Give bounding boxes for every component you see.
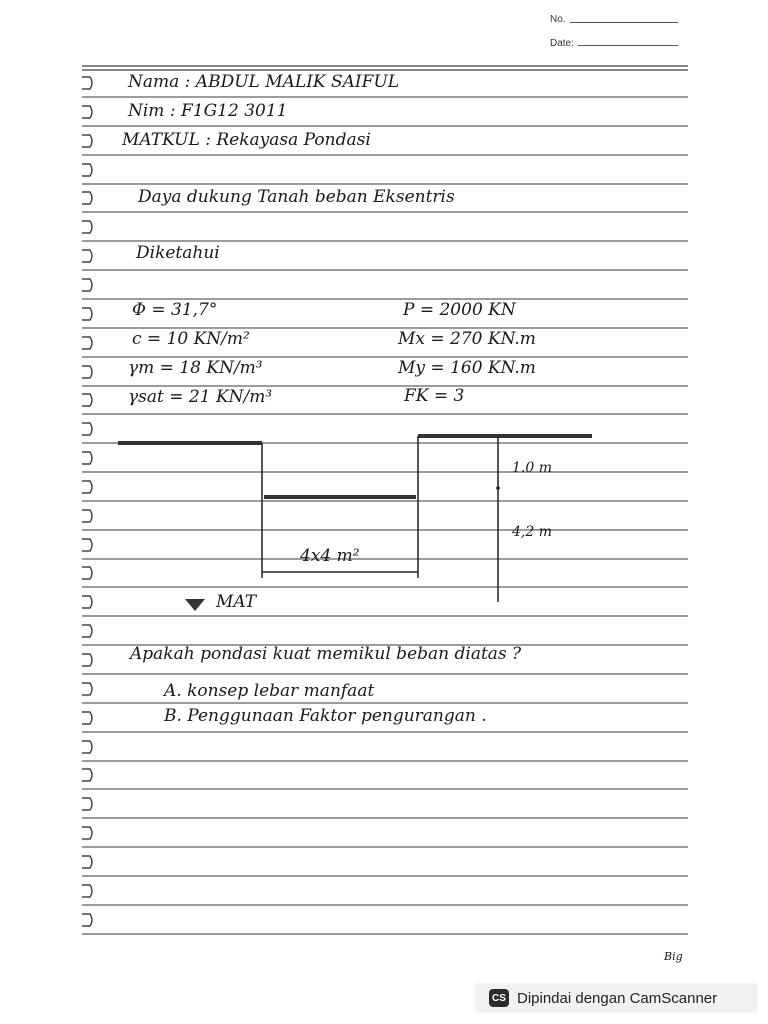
course-name: MATKUL : Rekayasa Pondasi	[122, 130, 371, 150]
depth-marker	[496, 486, 500, 490]
camscanner-footer	[475, 983, 758, 1013]
cohesion: c = 10 KN/m²	[132, 329, 250, 349]
method-a: A. konsep lebar manfaat	[164, 681, 375, 701]
known-heading: Diketahui	[136, 243, 220, 263]
camscanner-logo-icon: CS	[489, 989, 509, 1007]
water-table-label: MAT	[216, 592, 257, 612]
no-label: No.	[550, 14, 566, 25]
question-text: Apakah pondasi kuat memikul beban diatas ?	[130, 644, 522, 664]
topic-title: Daya dukung Tanah beban Eksentris	[138, 187, 455, 207]
footing-size-label: 4x4 m²	[300, 546, 360, 566]
friction-angle: Φ = 31,7°	[132, 300, 218, 320]
moment-mx: Mx = 270 KN.m	[398, 329, 536, 349]
depth-top-label: 1.0 m	[512, 460, 552, 476]
depth-bottom-label: 4,2 m	[512, 524, 552, 540]
load-p: P = 2000 KN	[403, 300, 516, 320]
date-label: Date:	[550, 38, 574, 49]
student-id: Nim : F1G12 3011	[128, 101, 288, 121]
page-mark: Big	[664, 950, 683, 963]
camscanner-text: Dipindai dengan CamScanner	[517, 989, 718, 1007]
safety-factor: FK = 3	[404, 386, 465, 406]
unit-weight-moist: γm = 18 KN/m³	[128, 358, 263, 378]
moment-my: My = 160 KN.m	[398, 358, 536, 378]
unit-weight-saturated: γsat = 21 KN/m³	[128, 387, 273, 407]
method-b: B. Penggunaan Faktor pengurangan .	[164, 706, 487, 726]
water-table-symbol	[185, 599, 205, 611]
student-name: Nama : ABDUL MALIK SAIFUL	[128, 72, 400, 92]
